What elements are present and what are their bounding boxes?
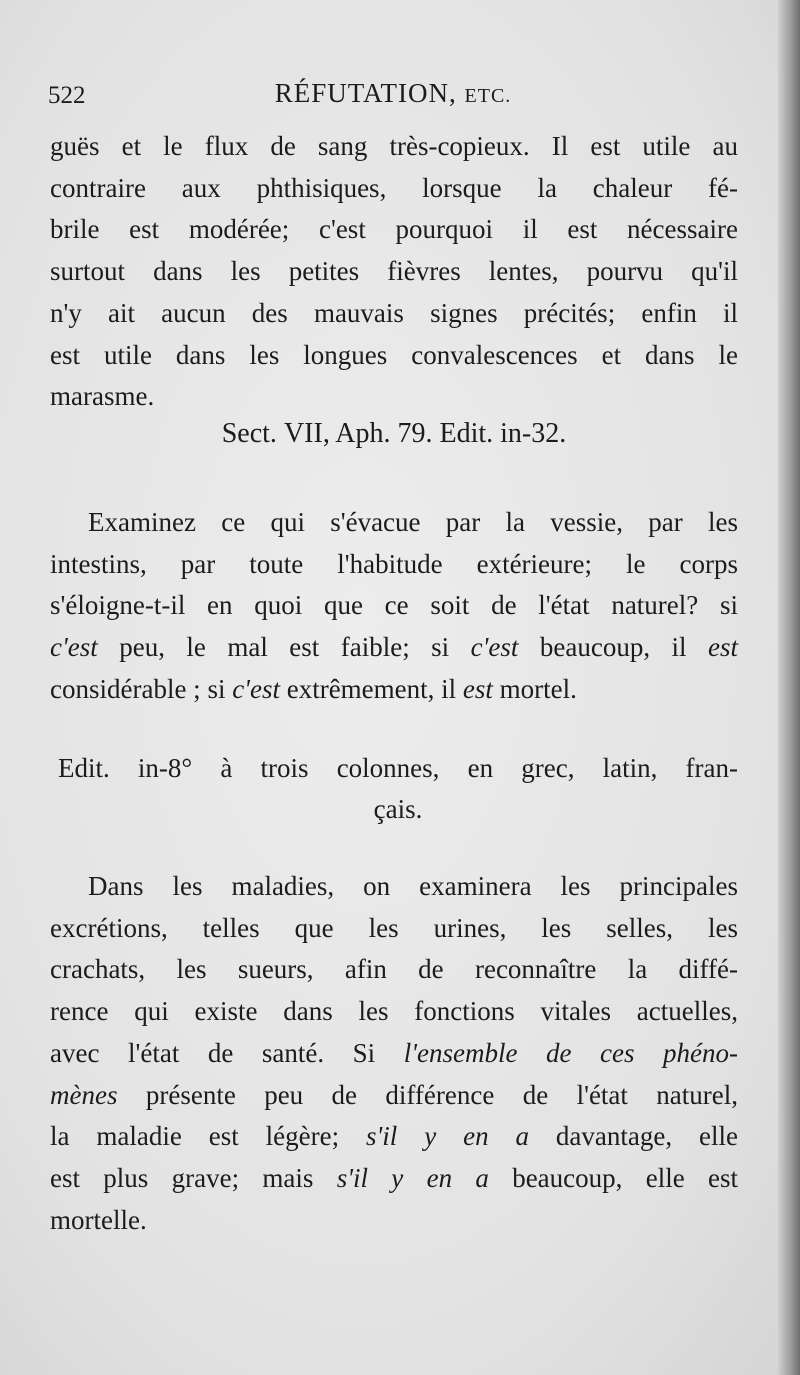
text-run: mortel. bbox=[492, 673, 577, 704]
paragraph-1-line: n'y ait aucun des mauvais signes précités; enfin il bbox=[50, 297, 738, 328]
italic-text: l'ensemble de ces phéno- bbox=[403, 1037, 738, 1068]
paragraph-3-line bbox=[50, 1158, 738, 1200]
paragraph-2-line: intestins, par toute l'habitude extérieure; le corps bbox=[50, 548, 738, 579]
italic-text: c'est bbox=[470, 632, 519, 663]
paragraph-3-line: crachats, les sueurs, afin de reconnaître la diffé- bbox=[50, 954, 738, 985]
text-run: avec l'état de santé. Si bbox=[50, 1037, 404, 1068]
page-header bbox=[48, 78, 738, 118]
italic-text: est bbox=[462, 673, 493, 704]
paragraph-1-line: contraire aux phthisiques, lorsque la chaleur fé- bbox=[50, 172, 738, 203]
running-title-suffix: ETC. bbox=[464, 85, 512, 107]
paragraph-1-line: marasme. bbox=[50, 381, 155, 412]
paragraph-3-line bbox=[50, 1075, 738, 1117]
running-title bbox=[48, 78, 738, 109]
section-prefix: Sect. bbox=[221, 418, 277, 449]
text-run: beaucoup, il bbox=[518, 632, 708, 663]
edition-heading bbox=[58, 748, 738, 830]
edition-heading-line: Edit. in-8° à trois colonnes, en grec, latin, fran- bbox=[58, 753, 738, 783]
paragraph-2-line bbox=[50, 627, 738, 669]
text-run: peu, le mal est faible; si bbox=[97, 632, 471, 663]
section-heading bbox=[50, 418, 738, 450]
paragraph-3 bbox=[50, 866, 738, 1241]
paragraph-1-line: est utile dans les longues convalescences et dans le bbox=[50, 339, 738, 370]
paragraph-2-line: Examinez ce qui s'évacue par la vessie, par les bbox=[88, 507, 738, 537]
paragraph-1 bbox=[50, 126, 738, 418]
paragraph-3-line bbox=[50, 1033, 738, 1075]
section-number: VII bbox=[283, 418, 323, 449]
italic-text: mènes bbox=[50, 1079, 118, 1110]
text-run: beaucoup, elle est bbox=[488, 1162, 738, 1193]
italic-text: c'est bbox=[232, 673, 280, 704]
page-number: 522 bbox=[48, 82, 86, 109]
italic-text: est bbox=[708, 632, 738, 663]
paragraph-3-line: excrétions, telles que les urines, les selles, les bbox=[50, 912, 738, 943]
text-run: est plus grave; mais bbox=[50, 1162, 337, 1193]
italic-text: s'il y en a bbox=[336, 1162, 489, 1193]
text-run: extrêmement, il bbox=[279, 673, 463, 704]
running-title-main: RÉFUTATION, bbox=[274, 78, 457, 108]
text-run: considérable ; si bbox=[50, 673, 233, 704]
text-run: présente peu de différence de l'état naturel, bbox=[117, 1079, 738, 1110]
text-run: davantage, elle bbox=[529, 1121, 738, 1152]
paragraph-2 bbox=[50, 502, 738, 711]
paragraph-3-line: mortelle. bbox=[50, 1204, 147, 1235]
paragraph-2-line bbox=[50, 669, 738, 711]
paragraph-3-line: Dans les maladies, on examinera les principales bbox=[88, 871, 738, 901]
book-spine-shadow bbox=[778, 0, 800, 1375]
paragraph-3-line bbox=[50, 1116, 738, 1158]
paragraph-1-line: guës et le flux de sang très-copieux. Il est utile au bbox=[50, 131, 738, 161]
text-run: la maladie est légère; bbox=[50, 1121, 367, 1152]
paragraph-1-line: brile est modérée; c'est pourquoi il est nécessaire bbox=[50, 214, 738, 245]
italic-text: c'est bbox=[50, 632, 98, 663]
italic-text: s'il y en a bbox=[366, 1121, 529, 1152]
paragraph-3-line: rence qui existe dans les fonctions vitales actuelles, bbox=[50, 996, 738, 1027]
paragraph-2-line: s'éloigne-t-il en quoi que ce soit de l'état naturel? si bbox=[50, 590, 738, 621]
section-aphorism: , Aph. 79. Edit. in-32. bbox=[322, 418, 567, 449]
edition-heading-line: çais. bbox=[373, 794, 423, 824]
paragraph-1-line: surtout dans les petites fièvres lentes, pourvu qu'il bbox=[50, 256, 738, 287]
